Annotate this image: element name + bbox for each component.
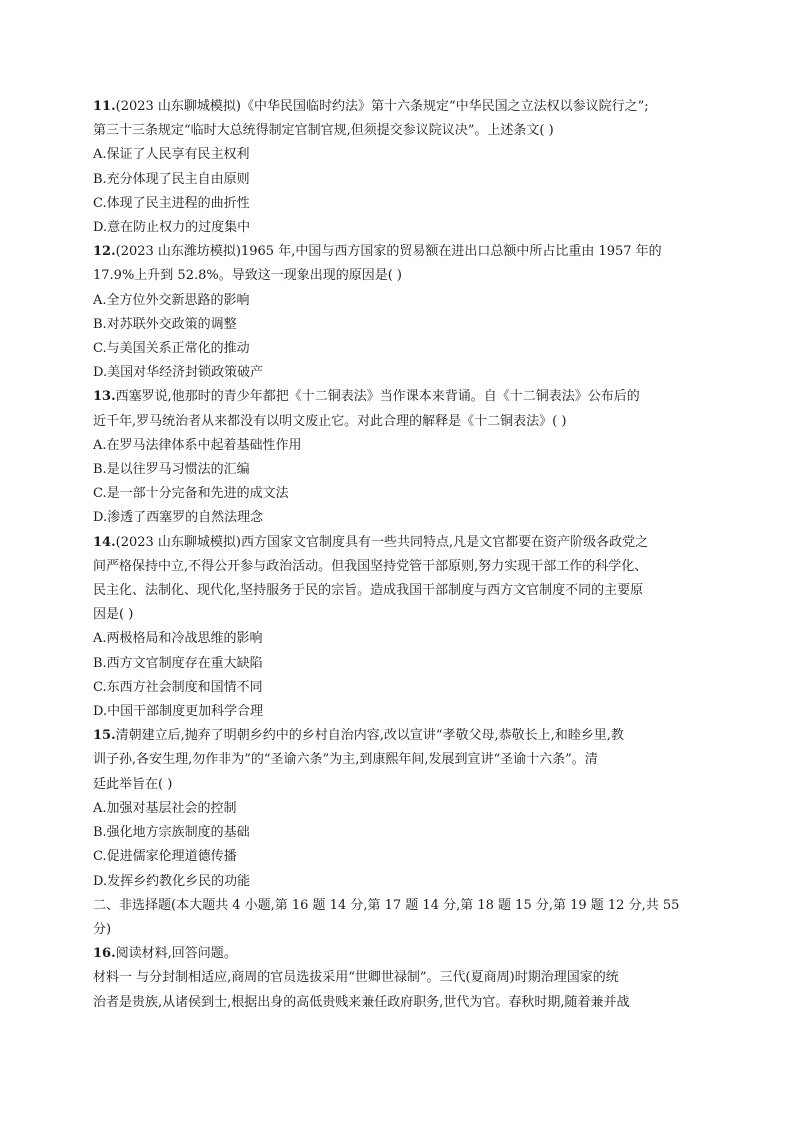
question-13-line-2: 近千年,罗马统治者从来都没有以明文废止它。对此合理的解释是《十二铜表法》( ) xyxy=(93,413,567,429)
section-heading xyxy=(93,894,703,942)
question-16-intro: 16.阅读材料,回答问题。 xyxy=(93,946,237,962)
question-number: 15. xyxy=(93,728,116,744)
question-number: 16. xyxy=(93,946,116,962)
option-c: C.体现了民主进程的曲折性 xyxy=(93,195,250,211)
question-number: 12. xyxy=(93,244,116,260)
question-number: 13. xyxy=(93,389,116,405)
question-14-line-1: 14.(2023 山东聊城模拟)西方国家文官制度具有一些共同特点,凡是文官都要在资产阶级各政党之 xyxy=(93,534,649,550)
question-number: 14. xyxy=(93,534,116,550)
question-15 xyxy=(93,724,703,893)
question-14 xyxy=(93,531,703,725)
question-12-line-2: 17.9%上升到 52.8%。导致这一现象出现的原因是( ) xyxy=(93,268,403,284)
question-16 xyxy=(93,942,703,1015)
option-a: A.在罗马法律体系中起着基础性作用 xyxy=(93,437,302,453)
option-d: D.发挥乡约教化乡民的功能 xyxy=(93,873,251,889)
section-heading-line-1: 二、非选择题(本大题共 4 小题,第 16 题 14 分,第 17 题 14 分,第 18 题 15 分,第 19 题 12 分,共 55 xyxy=(93,897,680,913)
question-14-line-2: 间严格保持中立,不得公开参与政治活动。但我国坚持党管干部原则,努力实现干部工作的科学化、 xyxy=(93,558,648,574)
question-15-line-2: 训子孙,各安生理,勿作非为”的“圣谕六条”为主,到康熙年间,发展到宣讲“圣谕十六条”。清 xyxy=(93,752,598,768)
question-15-line-3: 廷此举旨在( ) xyxy=(93,776,173,792)
question-13-line-1: 13.西塞罗说,他那时的青少年都把《十二铜表法》当作课本来背诵。自《十二铜表法》公布后的 xyxy=(93,389,640,405)
option-c: C.促进儒家伦理道德传播 xyxy=(93,849,237,865)
option-d: D.美国对华经济封锁政策破产 xyxy=(93,365,264,381)
option-b: B.充分体现了民主自由原则 xyxy=(93,171,250,187)
option-a: A.加强对基层社会的控制 xyxy=(93,800,237,816)
option-c: C.东西方社会制度和国情不同 xyxy=(93,679,263,695)
question-11-line-1: 11.(2023 山东聊城模拟)《中华民国临时约法》第十六条规定“中华民国之立法权以参议院行之”; xyxy=(93,99,649,114)
section-heading-line-2: 分) xyxy=(93,921,112,937)
option-d: D.渗透了西塞罗的自然法理念 xyxy=(93,510,264,526)
question-12 xyxy=(93,240,703,385)
option-b: B.是以往罗马习惯法的汇编 xyxy=(93,462,250,478)
option-a: A.保证了人民享有民主权利 xyxy=(93,147,250,163)
option-c: C.是一部十分完备和先进的成文法 xyxy=(93,486,289,502)
question-15-line-1: 15.清朝建立后,抛弃了明朝乡约中的乡村自治内容,改以宣讲“孝敬父母,恭敬长上,和睦乡里,教 xyxy=(93,728,624,744)
option-b: B.对苏联外交政策的调整 xyxy=(93,316,237,332)
question-11-line-2: 第三十三条规定“临时大总统得制定官制官规,但须提交参议院议决”。上述条文( ) xyxy=(93,123,554,139)
material-line-2: 治者是贵族,从诸侯到士,根据出身的高低贵贱来兼任政府职务,世代为官。春秋时期,随着兼并战 xyxy=(93,994,630,1010)
question-12-line-1: 12.(2023 山东潍坊模拟)1965 年,中国与西方国家的贸易额在进出口总额中所占比重由 1957 年的 xyxy=(93,244,662,260)
question-content xyxy=(93,95,703,1015)
option-d: D.意在防止权力的过度集中 xyxy=(93,220,251,236)
question-number: 11. xyxy=(93,99,116,114)
question-14-line-4: 因是( ) xyxy=(93,607,134,623)
question-11 xyxy=(93,95,703,240)
option-b: B.西方文官制度存在重大缺陷 xyxy=(93,655,263,671)
option-b: B.强化地方宗族制度的基础 xyxy=(93,825,250,841)
question-14-line-3: 民主化、法制化、现代化,坚持服务于民的宗旨。造成我国干部制度与西方文官制度不同的主要原 xyxy=(93,583,644,599)
option-d: D.中国干部制度更加科学合理 xyxy=(93,704,264,720)
material-line-1: 材料一 与分封制相适应,商周的官员选拔采用“世卿世禄制”。三代(夏商周)时期治理国家的统 xyxy=(93,970,619,986)
option-a: A.全方位外交新思路的影响 xyxy=(93,292,250,308)
option-c: C.与美国关系正常化的推动 xyxy=(93,341,250,357)
question-13 xyxy=(93,385,703,530)
option-a: A.两极格局和冷战思维的影响 xyxy=(93,631,263,647)
